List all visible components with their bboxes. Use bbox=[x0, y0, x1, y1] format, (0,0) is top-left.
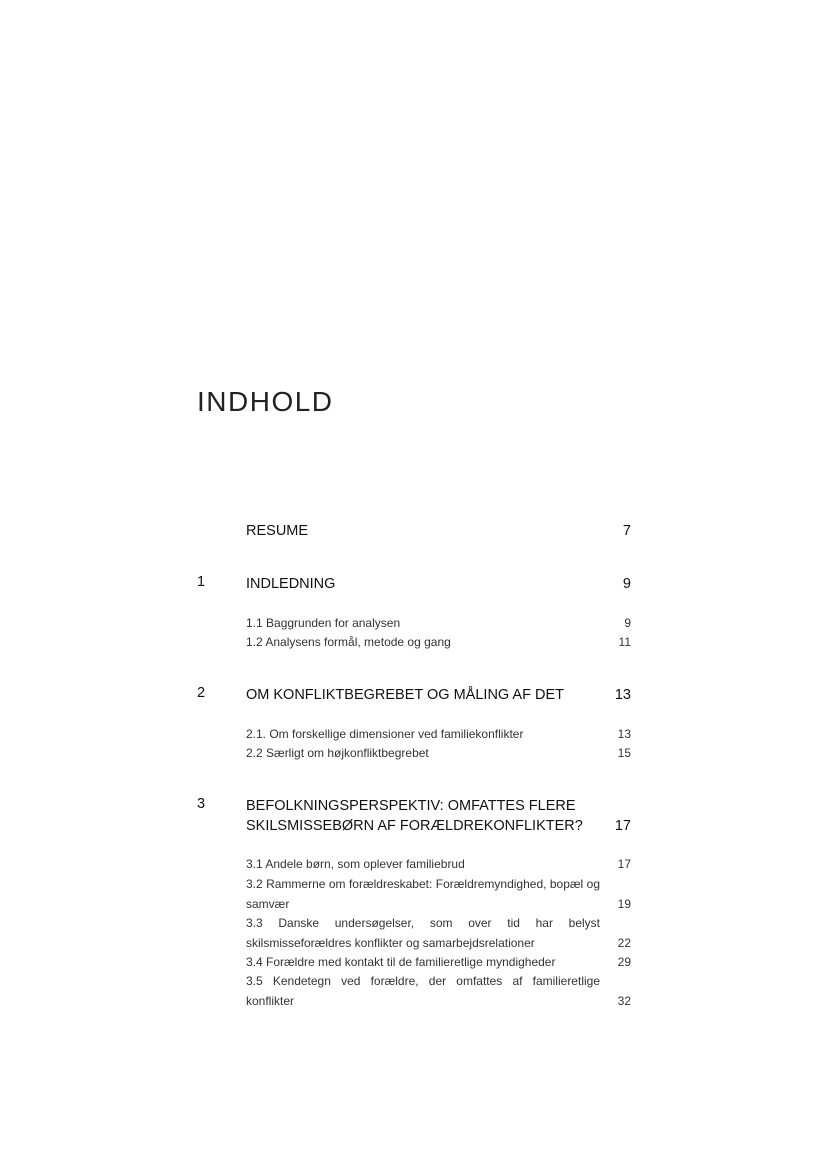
chapter-number: 1 bbox=[197, 574, 206, 590]
section-page: 22 bbox=[617, 935, 631, 950]
toc-chapter-1[interactable] bbox=[197, 574, 631, 594]
toc-entry-resume[interactable] bbox=[197, 521, 631, 541]
section-page: 19 bbox=[617, 896, 631, 911]
toc-section[interactable] bbox=[246, 855, 631, 875]
toc-chapter-3[interactable] bbox=[197, 796, 631, 836]
toc-section[interactable] bbox=[246, 633, 631, 653]
chapter-page: 17 bbox=[614, 818, 631, 834]
section-title: 3.4 Forældre med kontakt til de familieretlige myndigheder bbox=[246, 955, 556, 969]
section-title: 3.1 Andele børn, som oplever familiebrud bbox=[246, 857, 465, 871]
toc-chapter-2[interactable] bbox=[197, 685, 631, 705]
chapter-title: BEFOLKNINGSPERSPEKTIV: OMFATTES FLERE SKILSMISSEBØRN AF FORÆLDREKONFLIKTER? bbox=[246, 798, 583, 834]
section-page: 32 bbox=[617, 993, 631, 1008]
toc-section[interactable] bbox=[246, 972, 631, 1011]
section-page: 17 bbox=[617, 857, 631, 871]
section-title: 2.1. Om forskellige dimensioner ved familiekonflikter bbox=[246, 727, 524, 741]
chapter-title: OM KONFLIKTBEGREBET OG MÅLING AF DET bbox=[246, 687, 564, 703]
section-page: 13 bbox=[617, 727, 631, 741]
toc-section[interactable] bbox=[246, 953, 631, 973]
chapter-number: 2 bbox=[197, 685, 206, 701]
chapter-number: 3 bbox=[197, 796, 206, 812]
toc-section[interactable] bbox=[246, 744, 631, 764]
toc-entry-title: RESUME bbox=[246, 523, 309, 539]
section-title: 3.5 Kendetegn ved forældre, der omfattes af familieretlige konflikter bbox=[246, 974, 600, 1008]
toc-section[interactable] bbox=[246, 725, 631, 745]
toc-section[interactable] bbox=[246, 914, 631, 953]
section-title: 2.2 Særligt om højkonfliktbegrebet bbox=[246, 746, 429, 760]
page-title: INDHOLD bbox=[197, 386, 334, 417]
section-page: 15 bbox=[617, 746, 631, 760]
toc-entry-page: 7 bbox=[622, 523, 631, 539]
section-title: 3.2 Rammerne om forældreskabet: Forældremyndighed, bopæl og samvær bbox=[246, 877, 600, 911]
section-title: 1.2 Analysens formål, metode og gang bbox=[246, 635, 451, 649]
section-page: 11 bbox=[618, 635, 631, 649]
chapter-page: 9 bbox=[622, 576, 631, 592]
toc-section[interactable] bbox=[246, 875, 631, 914]
chapter-page: 13 bbox=[614, 687, 631, 703]
section-page: 9 bbox=[624, 616, 631, 630]
toc-section[interactable] bbox=[246, 614, 631, 634]
section-title: 3.3 Danske undersøgelser, som over tid har belyst skilsmisseforældres konflikter og samarbejdsrelationer bbox=[246, 916, 600, 950]
section-page: 29 bbox=[617, 955, 631, 969]
chapter-title: INDLEDNING bbox=[246, 576, 336, 592]
section-title: 1.1 Baggrunden for analysen bbox=[246, 616, 401, 630]
